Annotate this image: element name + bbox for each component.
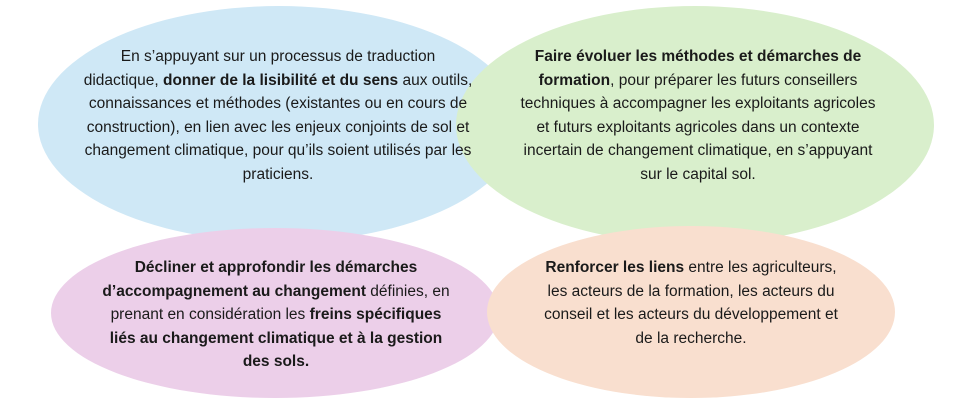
orange-block-text [535, 256, 847, 350]
pink-block-text [96, 256, 456, 374]
green-block-text [513, 45, 883, 186]
pink-text-bold-2: freins spécifiques liés au changement climatique et à la gestion des sols. [109, 306, 443, 370]
blue-text-pre: En s’appuyant sur un processus de traduction didactique, [83, 48, 436, 89]
pink-text-bold-1: Décliner et approfondir les démarches d’accompagnement au changement [102, 259, 418, 300]
orange-text-bold: Renforcer les liens [545, 259, 685, 276]
green-text-post: , pour préparer les futurs conseillers techniques à accompagner les exploitants agricoles et futurs exploitants agricoles dans un contexte incertain de changement climatique, en s’appuyant sur le capital sol. [520, 71, 876, 183]
orange-text-post: entre les agriculteurs, les acteurs de la formation, les acteurs du conseil et les acteurs du développement et de la recherche. [544, 259, 838, 347]
blue-text-post: aux outils, connaissances et méthodes (existantes ou en cours de construction), en lien avec les enjeux conjoints de sol et changement climatique, pour qu’ils soient utilisés par les praticiens. [84, 71, 473, 183]
blue-block-text [83, 45, 473, 186]
pink-text-mid: définies, en prenant en considération les [110, 282, 450, 323]
blue-text-bold: donner de la lisibilité et du sens [163, 71, 399, 89]
green-text-bold: Faire évoluer les méthodes et démarches de formation [534, 48, 862, 89]
